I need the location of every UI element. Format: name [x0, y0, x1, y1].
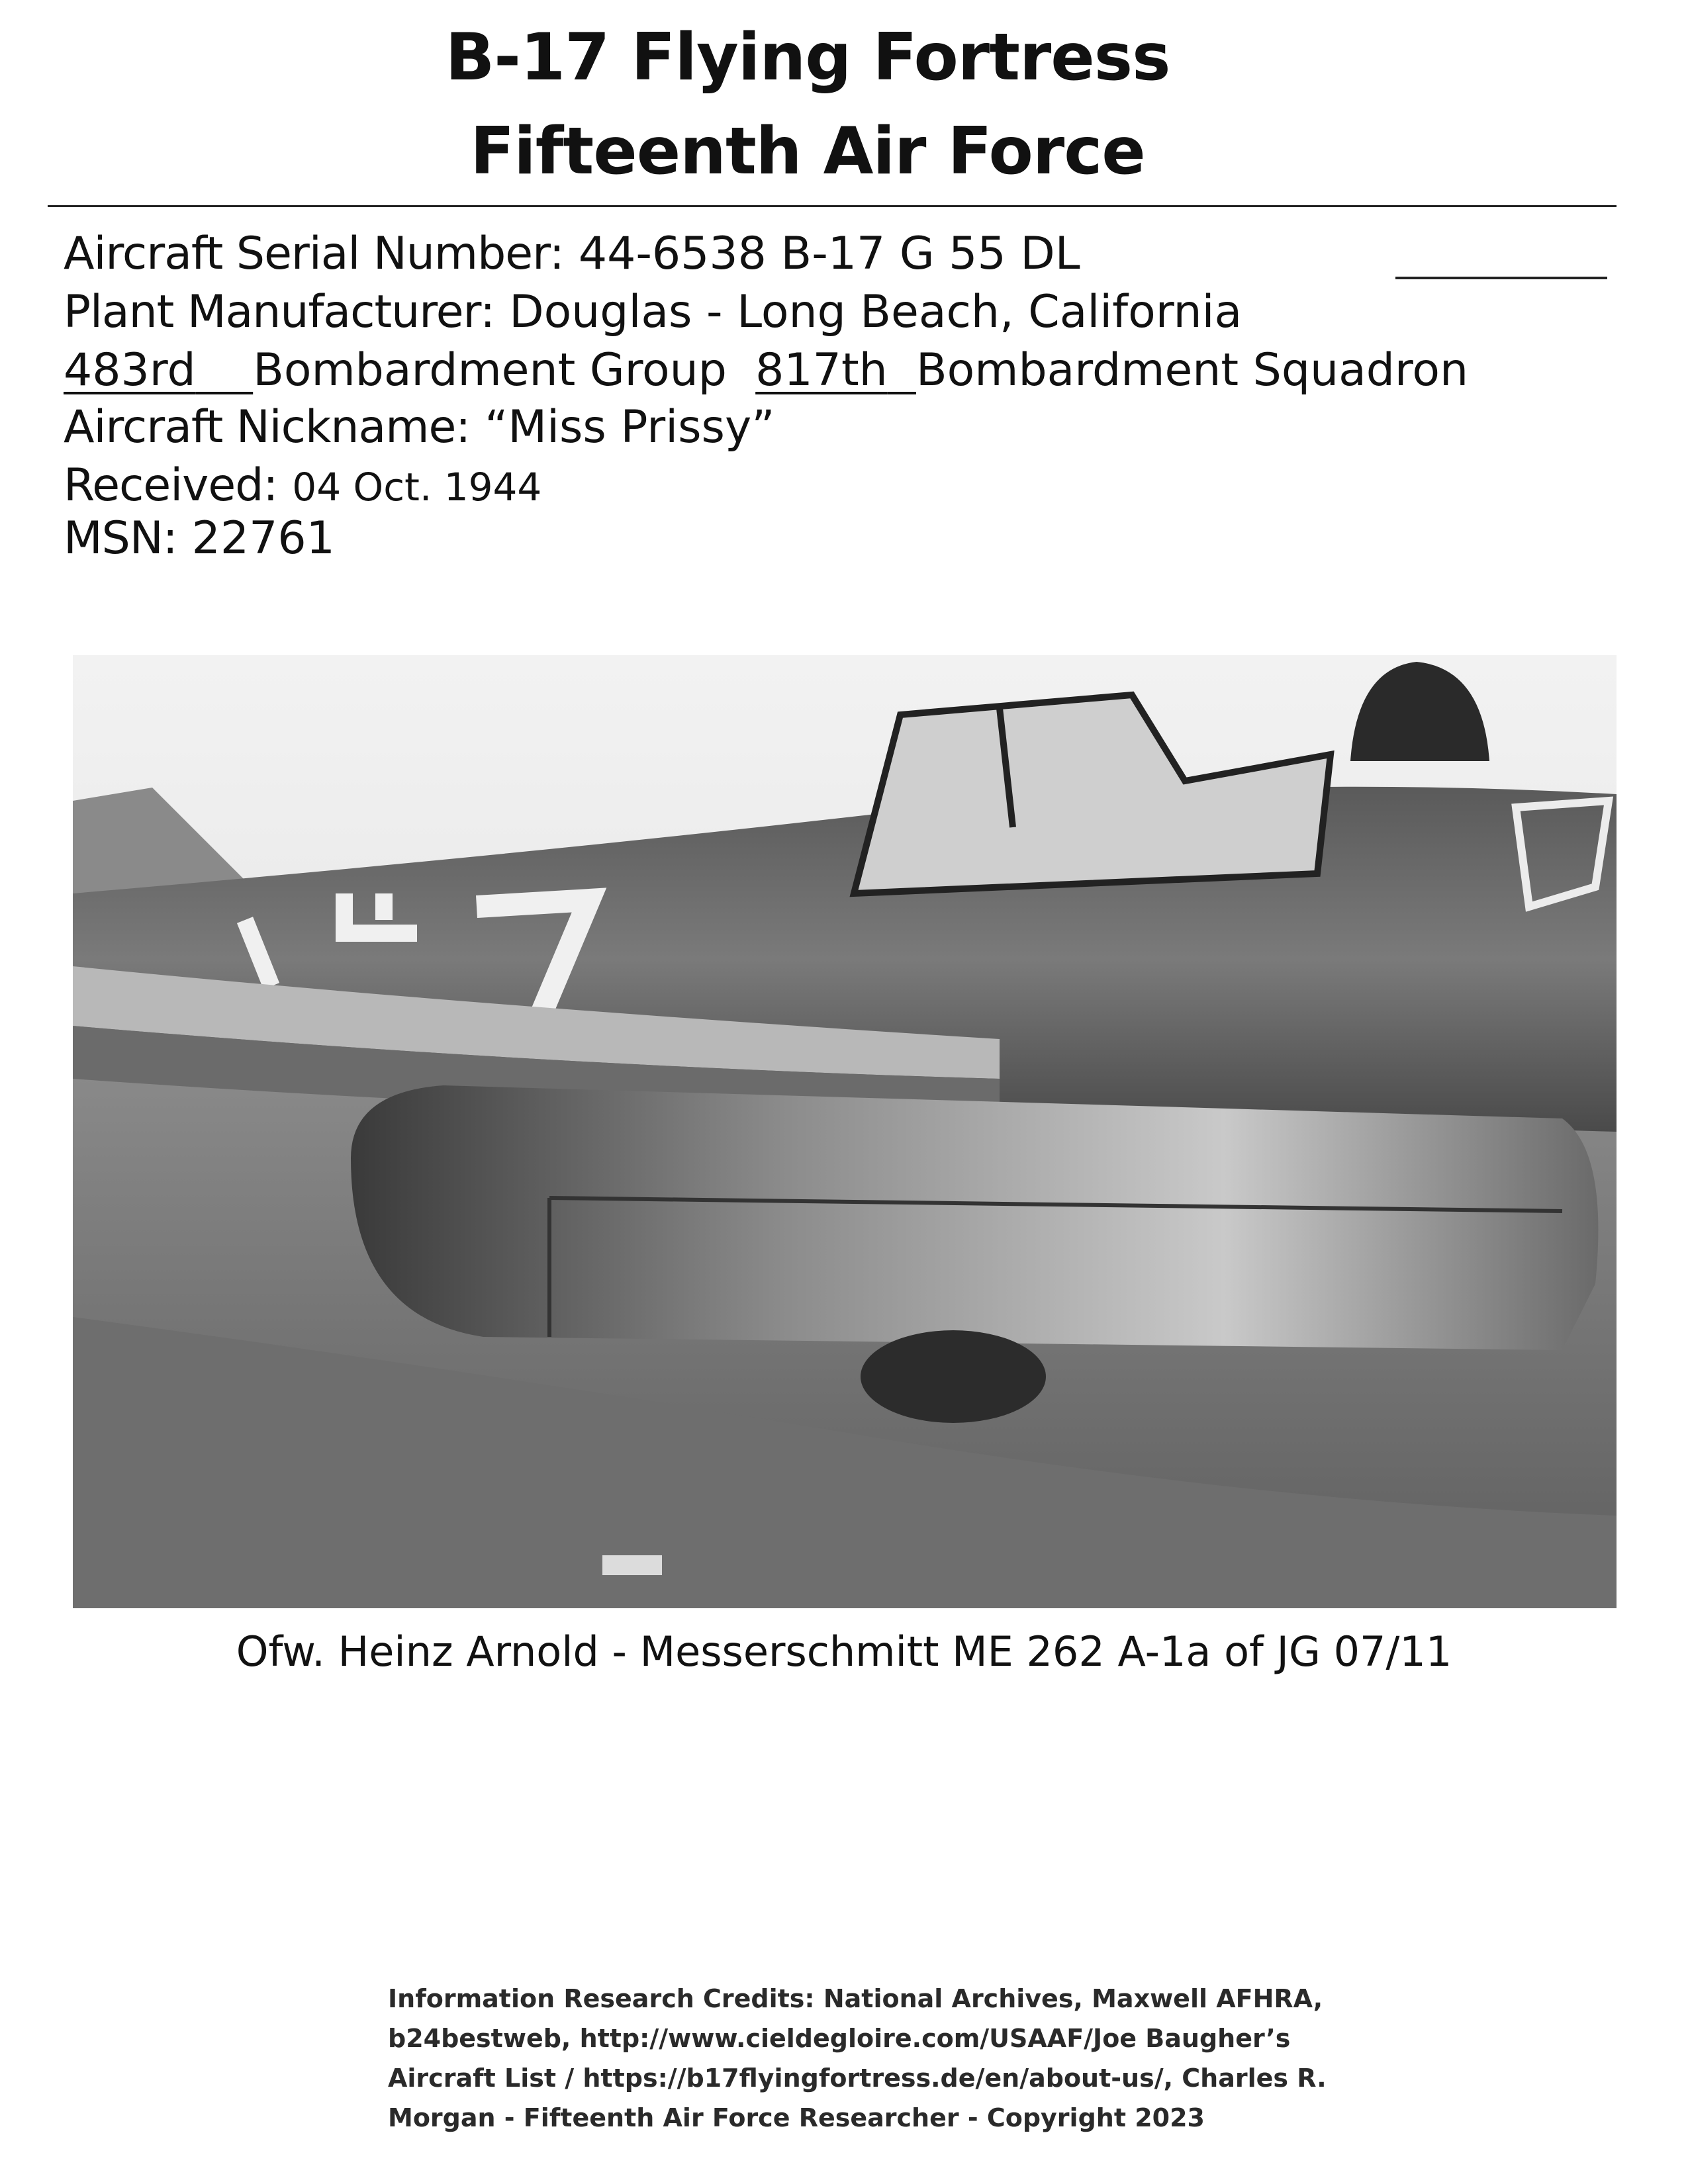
unit-row [64, 344, 1469, 396]
title-line-1: B-17 Flying Fortress [445, 20, 1170, 95]
squadron-label: Bombardment Squadron [915, 344, 1469, 396]
msn-row [64, 512, 335, 565]
credits-line-2: b24bestweb, http://www.cieldegloire.com/USAAF/Joe Baugher’s [388, 2024, 1291, 2053]
blank-line [1395, 277, 1607, 279]
nickname-label: Aircraft Nickname: [64, 401, 471, 453]
title-line-2: Fifteenth Air Force [470, 114, 1145, 189]
received-value: 04 Oct. 1944 [292, 465, 542, 510]
plant-label: Plant Manufacturer: [64, 286, 495, 338]
credits-line-3: Aircraft List / https://b17flyingfortress.de/en/about-us/, Charles R. [388, 2064, 1327, 2093]
aircraft-photo [73, 655, 1617, 1608]
plant-value: Douglas - Long Beach, California [509, 286, 1243, 338]
nickname-row [64, 401, 775, 453]
msn-value: 22761 [191, 512, 335, 565]
research-credits [388, 1979, 1381, 2138]
received-row [64, 459, 542, 512]
msn-label: MSN: [64, 512, 177, 565]
serial-label: Aircraft Serial Number: [64, 228, 564, 280]
credits-line-1: Information Research Credits: National Archives, Maxwell AFHRA, [388, 1984, 1323, 2013]
group-label: Bombardment Group [253, 344, 727, 396]
photo-caption: Ofw. Heinz Arnold - Messerschmitt ME 262 A-1a of JG 07/11 [236, 1627, 1452, 1676]
me262-photo-illustration [73, 655, 1617, 1608]
plant-row [64, 286, 1243, 338]
group-number: 483rd [64, 344, 196, 396]
squadron-number: 817th [755, 344, 888, 396]
serial-row [64, 228, 1080, 280]
received-label: Received: [64, 459, 278, 512]
serial-value: 44-6538 B-17 G 55 DL [578, 228, 1080, 280]
credits-line-4: Morgan - Fifteenth Air Force Researcher - Copyright 2023 [388, 2103, 1205, 2132]
nickname-value: “Miss Prissy” [485, 401, 775, 453]
title-divider [48, 205, 1617, 207]
